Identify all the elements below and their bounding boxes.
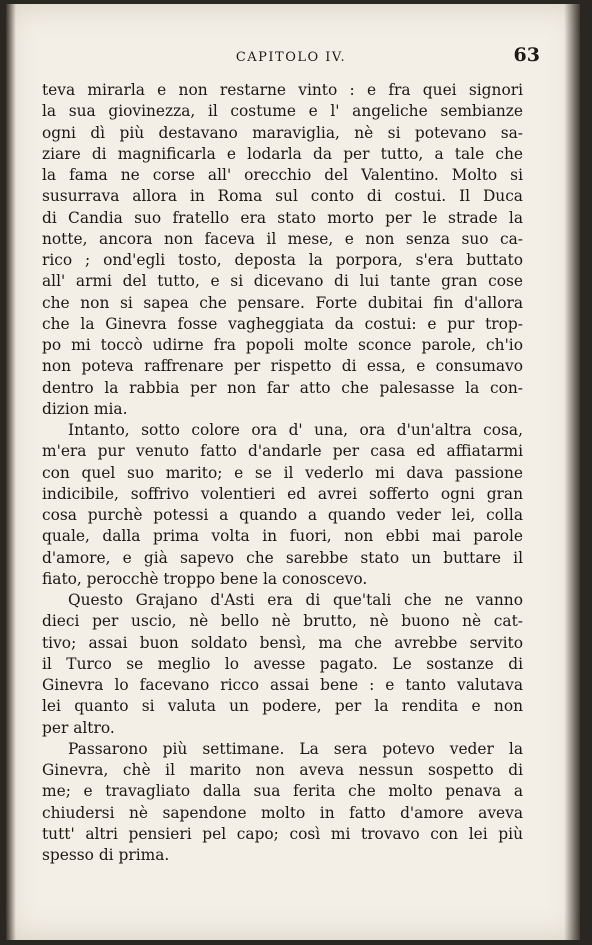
text-line: non poteva raffrenare per rispetto di essa, e consumavo	[42, 357, 523, 376]
text-line: po mi toccò udirne fra popoli molte sconce parole, ch'io	[42, 336, 523, 354]
text-line: indicibile, soffrivo volentieri ed avrei sofferto ogni gran	[42, 484, 523, 503]
chapter-title: CAPITOLO IV.	[235, 50, 347, 65]
text-line: Questo Grajano d'Asti era di que'tali che ne vanno	[68, 591, 523, 609]
text-line: Ginevra lo facevano ricco assai bene : e tanto valutava	[42, 676, 523, 694]
text-line: tutt' altri pensieri pel capo; così mi trovavo con lei più	[42, 824, 523, 843]
text-line: dizion mia.	[42, 399, 128, 418]
page-header	[42, 44, 540, 74]
text-line: chiudersi nè sapendone molto in fatto d'amore aveva	[42, 803, 523, 822]
text-line: con quel suo marito; e se il vederlo mi dava passione	[42, 463, 523, 482]
text-line: di Candia suo fratello era stato morto per le strade la	[42, 208, 523, 227]
text-line: fiato, perocchè troppo bene la conoscevo.	[42, 569, 368, 588]
text-line: all' armi del tutto, e si dicevano di lui tante gran cose	[42, 272, 523, 291]
page-number: 63	[513, 44, 540, 66]
text-line: cosa purchè potessi a quando a quando veder lei, colla	[42, 506, 523, 524]
book-page	[6, 4, 580, 940]
text-line: ziare di magnificarla e lodarla da per tutto, a tale che	[42, 144, 523, 163]
text-line: rico ; ond'egli tosto, deposta la porpora, s'era buttato	[42, 251, 523, 269]
text-line: dieci per uscio, nè bello nè brutto, nè buono nè cat-	[42, 612, 523, 631]
text-line: la fama ne corse all' orecchio del Valentino. Molto si	[42, 166, 523, 184]
text-line: ogni dì più destavano maraviglia, nè si potevano sa-	[42, 123, 523, 142]
text-line: spesso di prima.	[42, 846, 170, 864]
text-line: m'era pur venuto fatto d'andarle per casa ed affiatarmi	[42, 442, 523, 461]
text-line: Passarono più settimane. La sera potevo veder la	[68, 739, 523, 758]
text-line: notte, ancora non faceva il mese, e non senza suo ca-	[42, 229, 523, 248]
text-line: me; e travagliato dalla sua ferita che molto penava a	[42, 782, 523, 801]
text-line: che non si sapea che pensare. Forte dubitai fin d'allora	[42, 293, 523, 312]
text-line: teva mirarla e non restarne vinto : e fra quei signori	[42, 81, 523, 99]
text-line: che la Ginevra fosse vagheggiata da costui: e pur trop-	[42, 314, 523, 333]
text-line: d'amore, e già sapevo che sarebbe stato un buttare il	[42, 548, 523, 567]
text-line: lei quanto si valuta un podere, per la rendita e non	[42, 697, 523, 716]
text-line: il Turco se meglio lo avesse pagato. Le sostanze di	[42, 654, 523, 673]
text-line: dentro la rabbia per non far atto che palesasse la con-	[42, 378, 523, 397]
text-line: Intanto, sotto colore ora d' una, ora d'un'altra cosa,	[68, 421, 523, 439]
text-line: la sua giovinezza, il costume e l' angeliche sembianze	[42, 102, 523, 121]
text-line: susurrava allora in Roma sul conto di costui. Il Duca	[42, 187, 523, 206]
text-line: per altro.	[42, 718, 115, 737]
text-line: quale, dalla prima volta in fuori, non ebbi mai parole	[42, 527, 523, 546]
text-line: tivo; assai buon soldato bensì, ma che avrebbe servito	[42, 633, 523, 652]
text-line: Ginevra, chè il marito non aveva nessun sospetto di	[42, 761, 523, 779]
body-text	[42, 80, 523, 866]
